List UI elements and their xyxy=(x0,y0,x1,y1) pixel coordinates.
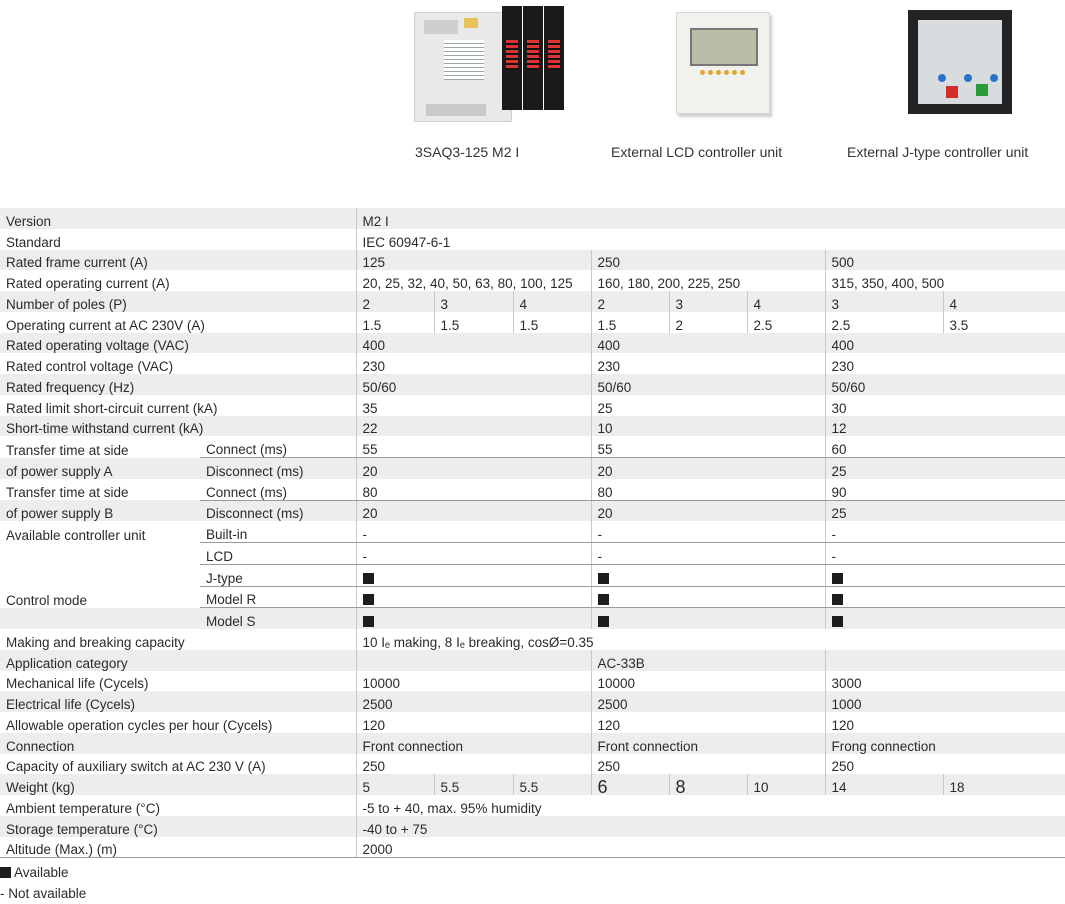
row-label: Capacity of auxiliary switch at AC 230 V (A) xyxy=(6,759,266,775)
cell: 8 xyxy=(669,774,747,795)
table-row xyxy=(0,521,1065,542)
row-label: Electrical life (Cycels) xyxy=(0,691,356,712)
j-type-red-button xyxy=(946,86,958,98)
cell: 10 xyxy=(747,774,825,795)
cell: 3 xyxy=(825,291,943,312)
j-type-button xyxy=(990,74,998,82)
cell: M2 I xyxy=(356,208,1065,229)
cell: 20 xyxy=(591,458,825,479)
cell: 20 xyxy=(356,458,591,479)
table-row xyxy=(0,270,1065,291)
cell: 4 xyxy=(943,291,1065,312)
cell: - xyxy=(591,543,825,565)
cell: 125 xyxy=(356,250,591,271)
cell: 2.5 xyxy=(747,312,825,333)
cell: 10000 xyxy=(356,671,591,692)
cell: 230 xyxy=(825,353,1065,374)
cell: 2 xyxy=(669,312,747,333)
row-label: Rated frame current (A) xyxy=(0,250,356,271)
cell: 55 xyxy=(356,436,591,457)
product-caption: 3SAQ3-125 M2 I xyxy=(415,144,520,160)
table-row xyxy=(0,436,1065,457)
table-row xyxy=(0,500,1065,521)
cell: 20, 25, 32, 40, 50, 63, 80, 100, 125 xyxy=(356,270,591,291)
row-label: Short-time withstand current (kA) xyxy=(0,416,356,437)
table-row xyxy=(0,333,1065,354)
row-label: Connection xyxy=(0,733,356,754)
row-label: Rated limit short-circuit current (kA) xyxy=(6,400,218,416)
lcd-led xyxy=(700,70,705,75)
cell: Frong connection xyxy=(825,733,1065,754)
table-row xyxy=(0,458,1065,479)
row-sublabel: Connect (ms) xyxy=(200,436,356,457)
cell: 20 xyxy=(591,500,825,521)
cell: 120 xyxy=(356,712,591,733)
row-label: Altitude (Max.) (m) xyxy=(0,837,356,858)
cell: 18 xyxy=(943,774,1065,795)
table-row xyxy=(0,374,1065,395)
row-label: Rated frequency (Hz) xyxy=(0,374,356,395)
table-row xyxy=(0,837,1065,858)
cell: 1.5 xyxy=(356,312,434,333)
available-icon xyxy=(598,616,609,627)
switch-terminals xyxy=(426,104,486,116)
cell: IEC 60947-6-1 xyxy=(356,229,1065,250)
row-sublabel: Connect (ms) xyxy=(200,479,356,500)
cell: - xyxy=(356,521,591,542)
cell xyxy=(591,608,825,629)
available-icon xyxy=(598,573,609,584)
row-label: Rated operating current (A) xyxy=(6,276,170,291)
available-icon xyxy=(832,594,843,605)
cell: 10 Iₑ making, 8 Iₑ breaking, cosØ=0.35 xyxy=(356,629,1065,650)
cell: 230 xyxy=(356,353,591,374)
cell: 2.5 xyxy=(825,312,943,333)
cell: 30 xyxy=(825,395,1065,416)
row-label: Operating current at AC 230V (A) xyxy=(6,317,205,333)
table-row xyxy=(0,774,1065,795)
cell: - xyxy=(356,543,591,565)
row-sublabel: J-type xyxy=(200,564,356,586)
row-label: Standard xyxy=(6,234,61,250)
cell: 20 xyxy=(356,500,591,521)
cell: 250 xyxy=(591,250,825,271)
cell xyxy=(356,586,591,608)
cell: - xyxy=(825,521,1065,542)
row-label: Version xyxy=(0,208,356,229)
cell: 12 xyxy=(825,416,1065,437)
j-type-button xyxy=(938,74,946,82)
switch-pole xyxy=(502,6,522,110)
row-label: Available controller unit xyxy=(6,527,146,543)
table-row xyxy=(0,395,1065,416)
cell: 5 xyxy=(356,774,434,795)
cell: 250 xyxy=(356,754,591,775)
cell xyxy=(356,564,591,586)
available-icon xyxy=(363,616,374,627)
cell: 25 xyxy=(825,458,1065,479)
cell: 2 xyxy=(356,291,434,312)
cell: 6 xyxy=(591,774,669,795)
row-sublabel: Model S xyxy=(200,608,356,629)
cell: 1.5 xyxy=(434,312,513,333)
cell: 160, 180, 200, 225, 250 xyxy=(591,270,825,291)
cell: 400 xyxy=(825,333,1065,354)
row-label: Ambient temperature (°C) xyxy=(6,800,160,816)
table-row xyxy=(0,312,1065,333)
cell: 22 xyxy=(356,416,591,437)
table-row xyxy=(0,629,1065,650)
cell: 80 xyxy=(356,479,591,500)
cell xyxy=(825,650,1065,671)
row-label: Number of poles (P) xyxy=(0,291,356,312)
table-row xyxy=(0,816,1065,837)
cell: 3 xyxy=(434,291,513,312)
legend-available-label: Available xyxy=(14,865,69,880)
table-row xyxy=(0,564,1065,586)
switch-pole xyxy=(544,6,564,110)
available-icon xyxy=(0,867,11,878)
available-icon xyxy=(832,573,843,584)
row-label-empty xyxy=(0,543,200,565)
switch-print xyxy=(444,40,484,80)
cell: AC-33B xyxy=(591,650,825,671)
table-row xyxy=(0,733,1065,754)
table-row xyxy=(0,608,1065,629)
cell: 1.5 xyxy=(591,312,669,333)
row-sublabel: Disconnect (ms) xyxy=(200,458,356,479)
cell: 50/60 xyxy=(356,374,591,395)
table-row xyxy=(0,671,1065,692)
product-caption: External J-type controller unit xyxy=(847,144,1029,160)
cell xyxy=(591,564,825,586)
cell: 315, 350, 400, 500 xyxy=(825,270,1065,291)
available-icon xyxy=(363,573,374,584)
table-row xyxy=(0,416,1065,437)
product-caption: External LCD controller unit xyxy=(611,144,783,160)
table-row xyxy=(0,208,1065,229)
table-row xyxy=(0,712,1065,733)
available-icon xyxy=(832,616,843,627)
cell: 2 xyxy=(591,291,669,312)
j-type-button xyxy=(964,74,972,82)
row-label: Allowable operation cycles per hour (Cycels) xyxy=(6,717,273,733)
available-icon xyxy=(363,594,374,605)
cell: 5.5 xyxy=(434,774,513,795)
lcd-led xyxy=(724,70,729,75)
cell xyxy=(825,608,1065,629)
row-label: of power supply A xyxy=(0,458,200,479)
cell: 500 xyxy=(825,250,1065,271)
row-label: Storage temperature (°C) xyxy=(0,816,356,837)
cell: 55 xyxy=(591,436,825,457)
row-sublabel: LCD xyxy=(200,543,356,565)
cell: 80 xyxy=(591,479,825,500)
switch-pole xyxy=(523,6,543,110)
cell: 10 xyxy=(591,416,825,437)
cell: 400 xyxy=(356,333,591,354)
cell xyxy=(356,608,591,629)
cell: 35 xyxy=(356,395,591,416)
table-row xyxy=(0,229,1065,250)
row-label: Making and breaking capacity xyxy=(6,634,185,650)
table-row xyxy=(0,795,1065,816)
row-label: Mechanical life (Cycels) xyxy=(6,676,149,692)
row-label: Rated operating voltage (VAC) xyxy=(0,333,356,354)
table-row xyxy=(0,479,1065,500)
cell xyxy=(825,586,1065,608)
cell: 10000 xyxy=(591,671,825,692)
cell: 60 xyxy=(825,436,1065,457)
cell: -40 to + 75 xyxy=(356,816,1065,837)
table-row xyxy=(0,754,1065,775)
table-row xyxy=(0,250,1065,271)
cell: 5.5 xyxy=(513,774,591,795)
row-sublabel: Disconnect (ms) xyxy=(200,500,356,521)
legend-not-available: - Not available xyxy=(0,886,87,901)
table-row xyxy=(0,543,1065,565)
cell: 3000 xyxy=(825,671,1065,692)
cell: 3.5 xyxy=(943,312,1065,333)
available-icon xyxy=(598,594,609,605)
row-label-empty xyxy=(0,608,200,629)
legend-available xyxy=(0,862,86,883)
cell: 250 xyxy=(591,754,825,775)
cell: 2500 xyxy=(356,691,591,712)
cell: 2000 xyxy=(356,837,1065,858)
row-label: of power supply B xyxy=(0,500,200,521)
lcd-led xyxy=(708,70,713,75)
row-label: Rated control voltage (VAC) xyxy=(6,359,174,374)
switch-rating-tag xyxy=(464,18,478,28)
cell: 2500 xyxy=(591,691,825,712)
row-sublabel: Built-in xyxy=(200,521,356,542)
spec-table xyxy=(0,208,1065,858)
cell: 400 xyxy=(591,333,825,354)
cell xyxy=(825,564,1065,586)
cell: 50/60 xyxy=(591,374,825,395)
table-row xyxy=(0,586,1065,608)
cell: 250 xyxy=(825,754,1065,775)
row-sublabel: Model R xyxy=(200,586,356,608)
cell xyxy=(591,586,825,608)
lcd-led xyxy=(716,70,721,75)
row-label: Transfer time at side xyxy=(6,485,129,500)
row-label: Transfer time at side xyxy=(6,442,129,458)
cell: 4 xyxy=(747,291,825,312)
switch-label-plate xyxy=(424,20,458,34)
cell: -5 to + 40, max. 95% humidity xyxy=(356,795,1065,816)
cell: Front connection xyxy=(356,733,591,754)
cell: 4 xyxy=(513,291,591,312)
cell: - xyxy=(825,543,1065,565)
cell: Front connection xyxy=(591,733,825,754)
table-row xyxy=(0,691,1065,712)
cell: 3 xyxy=(669,291,747,312)
table-row xyxy=(0,291,1065,312)
cell: 1.5 xyxy=(513,312,591,333)
cell: 14 xyxy=(825,774,943,795)
cell: 120 xyxy=(825,712,1065,733)
cell: - xyxy=(591,521,825,542)
cell: 25 xyxy=(591,395,825,416)
lcd-led xyxy=(740,70,745,75)
cell: 230 xyxy=(591,353,825,374)
cell: 1000 xyxy=(825,691,1065,712)
j-type-face xyxy=(918,20,1002,104)
lcd-screen xyxy=(690,28,758,66)
table-row xyxy=(0,650,1065,671)
row-label: Weight (kg) xyxy=(0,774,356,795)
cell: 50/60 xyxy=(825,374,1065,395)
cell: 120 xyxy=(591,712,825,733)
j-type-green-button xyxy=(976,84,988,96)
row-label-empty xyxy=(0,564,200,586)
lcd-led xyxy=(732,70,737,75)
cell: 90 xyxy=(825,479,1065,500)
table-row xyxy=(0,353,1065,374)
row-label: Application category xyxy=(0,650,356,671)
cell: 25 xyxy=(825,500,1065,521)
cell xyxy=(356,650,591,671)
row-label: Control mode xyxy=(6,592,88,608)
legend xyxy=(0,862,86,904)
